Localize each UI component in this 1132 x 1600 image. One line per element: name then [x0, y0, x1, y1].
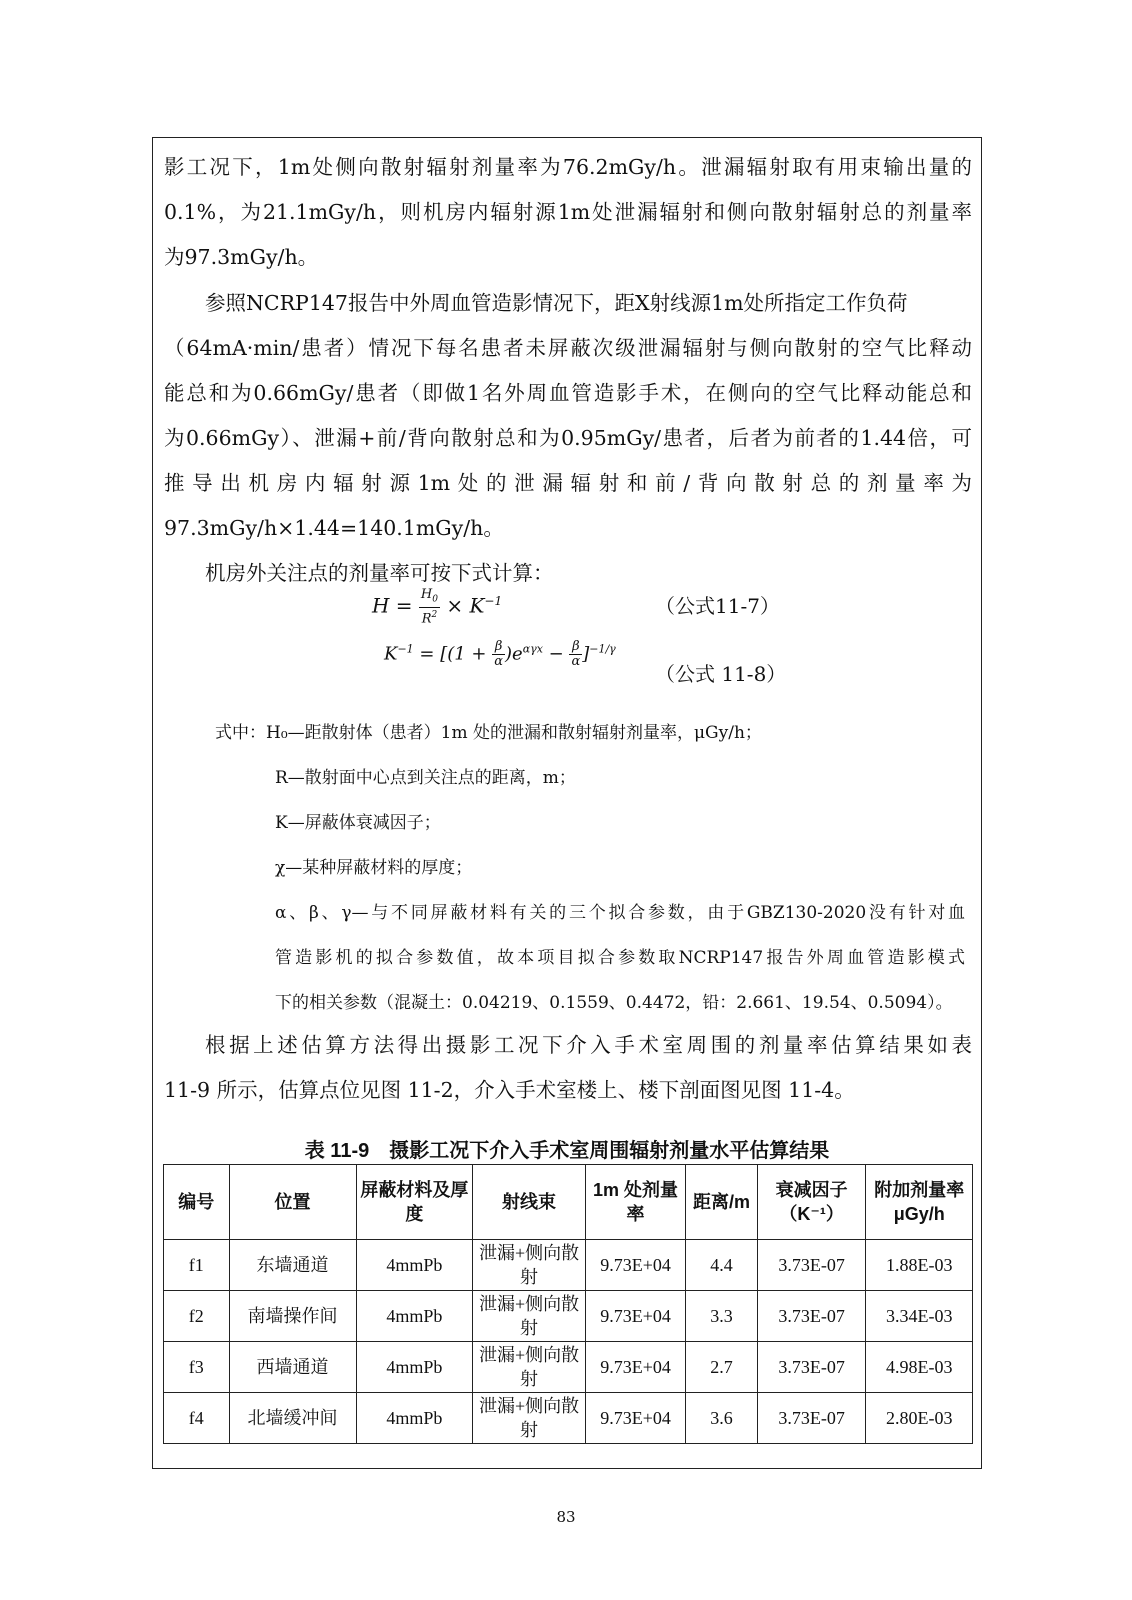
text-line: 推导出机房内辐射源1m处的泄漏辐射和前/背向散射总的剂量率为 — [164, 471, 972, 495]
col-header: 附加剂量率μGy/h — [866, 1165, 973, 1240]
text-line: 11-9 所示，估算点位见图 11-2，介入手术室楼上、楼下剖面图见图 11-4。 — [164, 1078, 855, 1102]
table-cell: 4mmPb — [356, 1240, 473, 1291]
table-cell: 4.4 — [686, 1240, 758, 1291]
text-line: 为0.66mGy）、泄漏+前/背向散射总和为0.95mGy/患者，后者为前者的1.44倍，可 — [164, 426, 972, 450]
table-cell: 2.80E-03 — [866, 1393, 973, 1444]
formula-label: （公式 11-8） — [655, 662, 787, 686]
table-cell: 1.88E-03 — [866, 1240, 973, 1291]
formula-11-8: $K^{-1} = [(1$ + $\frac{\beta}{\alpha}$ )$e^{\alpha\gamma x}$ − $\frac{\beta}{\alpha}$ ]$^{-1/\gamma}$ — [384, 639, 616, 669]
text-line: 能总和为0.66mGy/患者（即做1名外周血管造影手术，在侧向的空气比释动能总和 — [164, 381, 972, 405]
text-line: 为97.3mGy/h。 — [164, 245, 319, 269]
page-number: 83 — [556, 1508, 576, 1526]
table-cell: f2 — [164, 1291, 230, 1342]
where-line: R—散射面中心点到关注点的距离，m； — [275, 768, 576, 788]
where-line: α、β、γ—与不同屏蔽材料有关的三个拟合参数，由于GBZ130-2020没有针对血 — [275, 903, 965, 923]
col-header: 编号 — [164, 1165, 230, 1240]
col-header: 位置 — [229, 1165, 356, 1240]
table-cell: 3.73E-07 — [757, 1342, 866, 1393]
table-row — [164, 1291, 973, 1342]
where-line: χ—某种屏蔽材料的厚度； — [275, 858, 473, 878]
table-cell: 3.34E-03 — [866, 1291, 973, 1342]
text-line: 0.1%，为21.1mGy/h，则机房内辐射源1m处泄漏辐射和侧向散射辐射总的剂量率 — [164, 200, 972, 224]
text-line: 机房外关注点的剂量率可按下式计算： — [205, 561, 554, 585]
where-line: 下的相关参数（混凝土：0.04219、0.1559、0.4472，铅：2.661、19.54、0.5094）。 — [275, 993, 953, 1013]
col-header: 1m 处剂量率 — [585, 1165, 685, 1240]
table-cell: 3.73E-07 — [757, 1291, 866, 1342]
where-line: K—屏蔽体衰减因子； — [275, 813, 441, 833]
col-header: 屏蔽材料及厚度 — [356, 1165, 473, 1240]
table-cell: f3 — [164, 1342, 230, 1393]
table-cell: 9.73E+04 — [585, 1393, 685, 1444]
table-cell: 4.98E-03 — [866, 1342, 973, 1393]
table-cell: 9.73E+04 — [585, 1240, 685, 1291]
text-line: （64mA·min/患者）情况下每名患者未屏蔽次级泄漏辐射与侧向散射的空气比释动 — [164, 336, 972, 360]
table-cell: 泄漏+侧向散射 — [473, 1240, 586, 1291]
table-cell: 泄漏+侧向散射 — [473, 1342, 586, 1393]
table-cell: 3.3 — [686, 1291, 758, 1342]
table-cell: 9.73E+04 — [585, 1342, 685, 1393]
table-cell: 北墙缓冲间 — [229, 1393, 356, 1444]
table-cell: 4mmPb — [356, 1291, 473, 1342]
table-cell: 3.73E-07 — [757, 1240, 866, 1291]
table-cell: 3.6 — [686, 1393, 758, 1444]
text-line: 97.3mGy/h×1.44=140.1mGy/h。 — [164, 516, 504, 540]
table-row — [164, 1393, 973, 1444]
where-line: 式中：H₀—距散射体（患者）1m 处的泄漏和散射辐射剂量率，μGy/h； — [215, 723, 762, 743]
table-cell: 4mmPb — [356, 1342, 473, 1393]
table-header-row — [164, 1165, 973, 1240]
table-cell: 泄漏+侧向散射 — [473, 1291, 586, 1342]
col-header: 射线束 — [473, 1165, 586, 1240]
table-cell: 西墙通道 — [229, 1342, 356, 1393]
where-line: 管造影机的拟合参数值，故本项目拟合参数取NCRP147报告外周血管造影模式 — [275, 948, 965, 968]
formula-label: （公式11-7） — [655, 594, 780, 618]
col-header: 距离/m — [686, 1165, 758, 1240]
table-cell: 4mmPb — [356, 1393, 473, 1444]
dose-rate-table — [163, 1164, 973, 1444]
table-row — [164, 1342, 973, 1393]
table-cell: 2.7 — [686, 1342, 758, 1393]
table-cell: 东墙通道 — [229, 1240, 356, 1291]
col-header: 衰减因子（K⁻¹） — [757, 1165, 866, 1240]
table-cell: f1 — [164, 1240, 230, 1291]
text-line: 影工况下，1m处侧向散射辐射剂量率为76.2mGy/h。泄漏辐射取有用束输出量的 — [164, 155, 972, 179]
text-line: 根据上述估算方法得出摄影工况下介入手术室周围的剂量率估算结果如表 — [205, 1033, 972, 1057]
table-cell: 9.73E+04 — [585, 1291, 685, 1342]
table-cell: f4 — [164, 1393, 230, 1444]
table-cell: 泄漏+侧向散射 — [473, 1393, 586, 1444]
text-line: 参照NCRP147报告中外周血管造影情况下，距X射线源1m处所指定工作负荷 — [205, 291, 908, 315]
table-cell: 南墙操作间 — [229, 1291, 356, 1342]
table-cell: 3.73E-07 — [757, 1393, 866, 1444]
table-row — [164, 1240, 973, 1291]
formula-11-7: H = $\frac{H_0}{R^2}$ × $K^{-1}$ — [372, 587, 503, 626]
table-caption: 表 11-9 摄影工况下介入手术室周围辐射剂量水平估算结果 — [304, 1140, 830, 1162]
